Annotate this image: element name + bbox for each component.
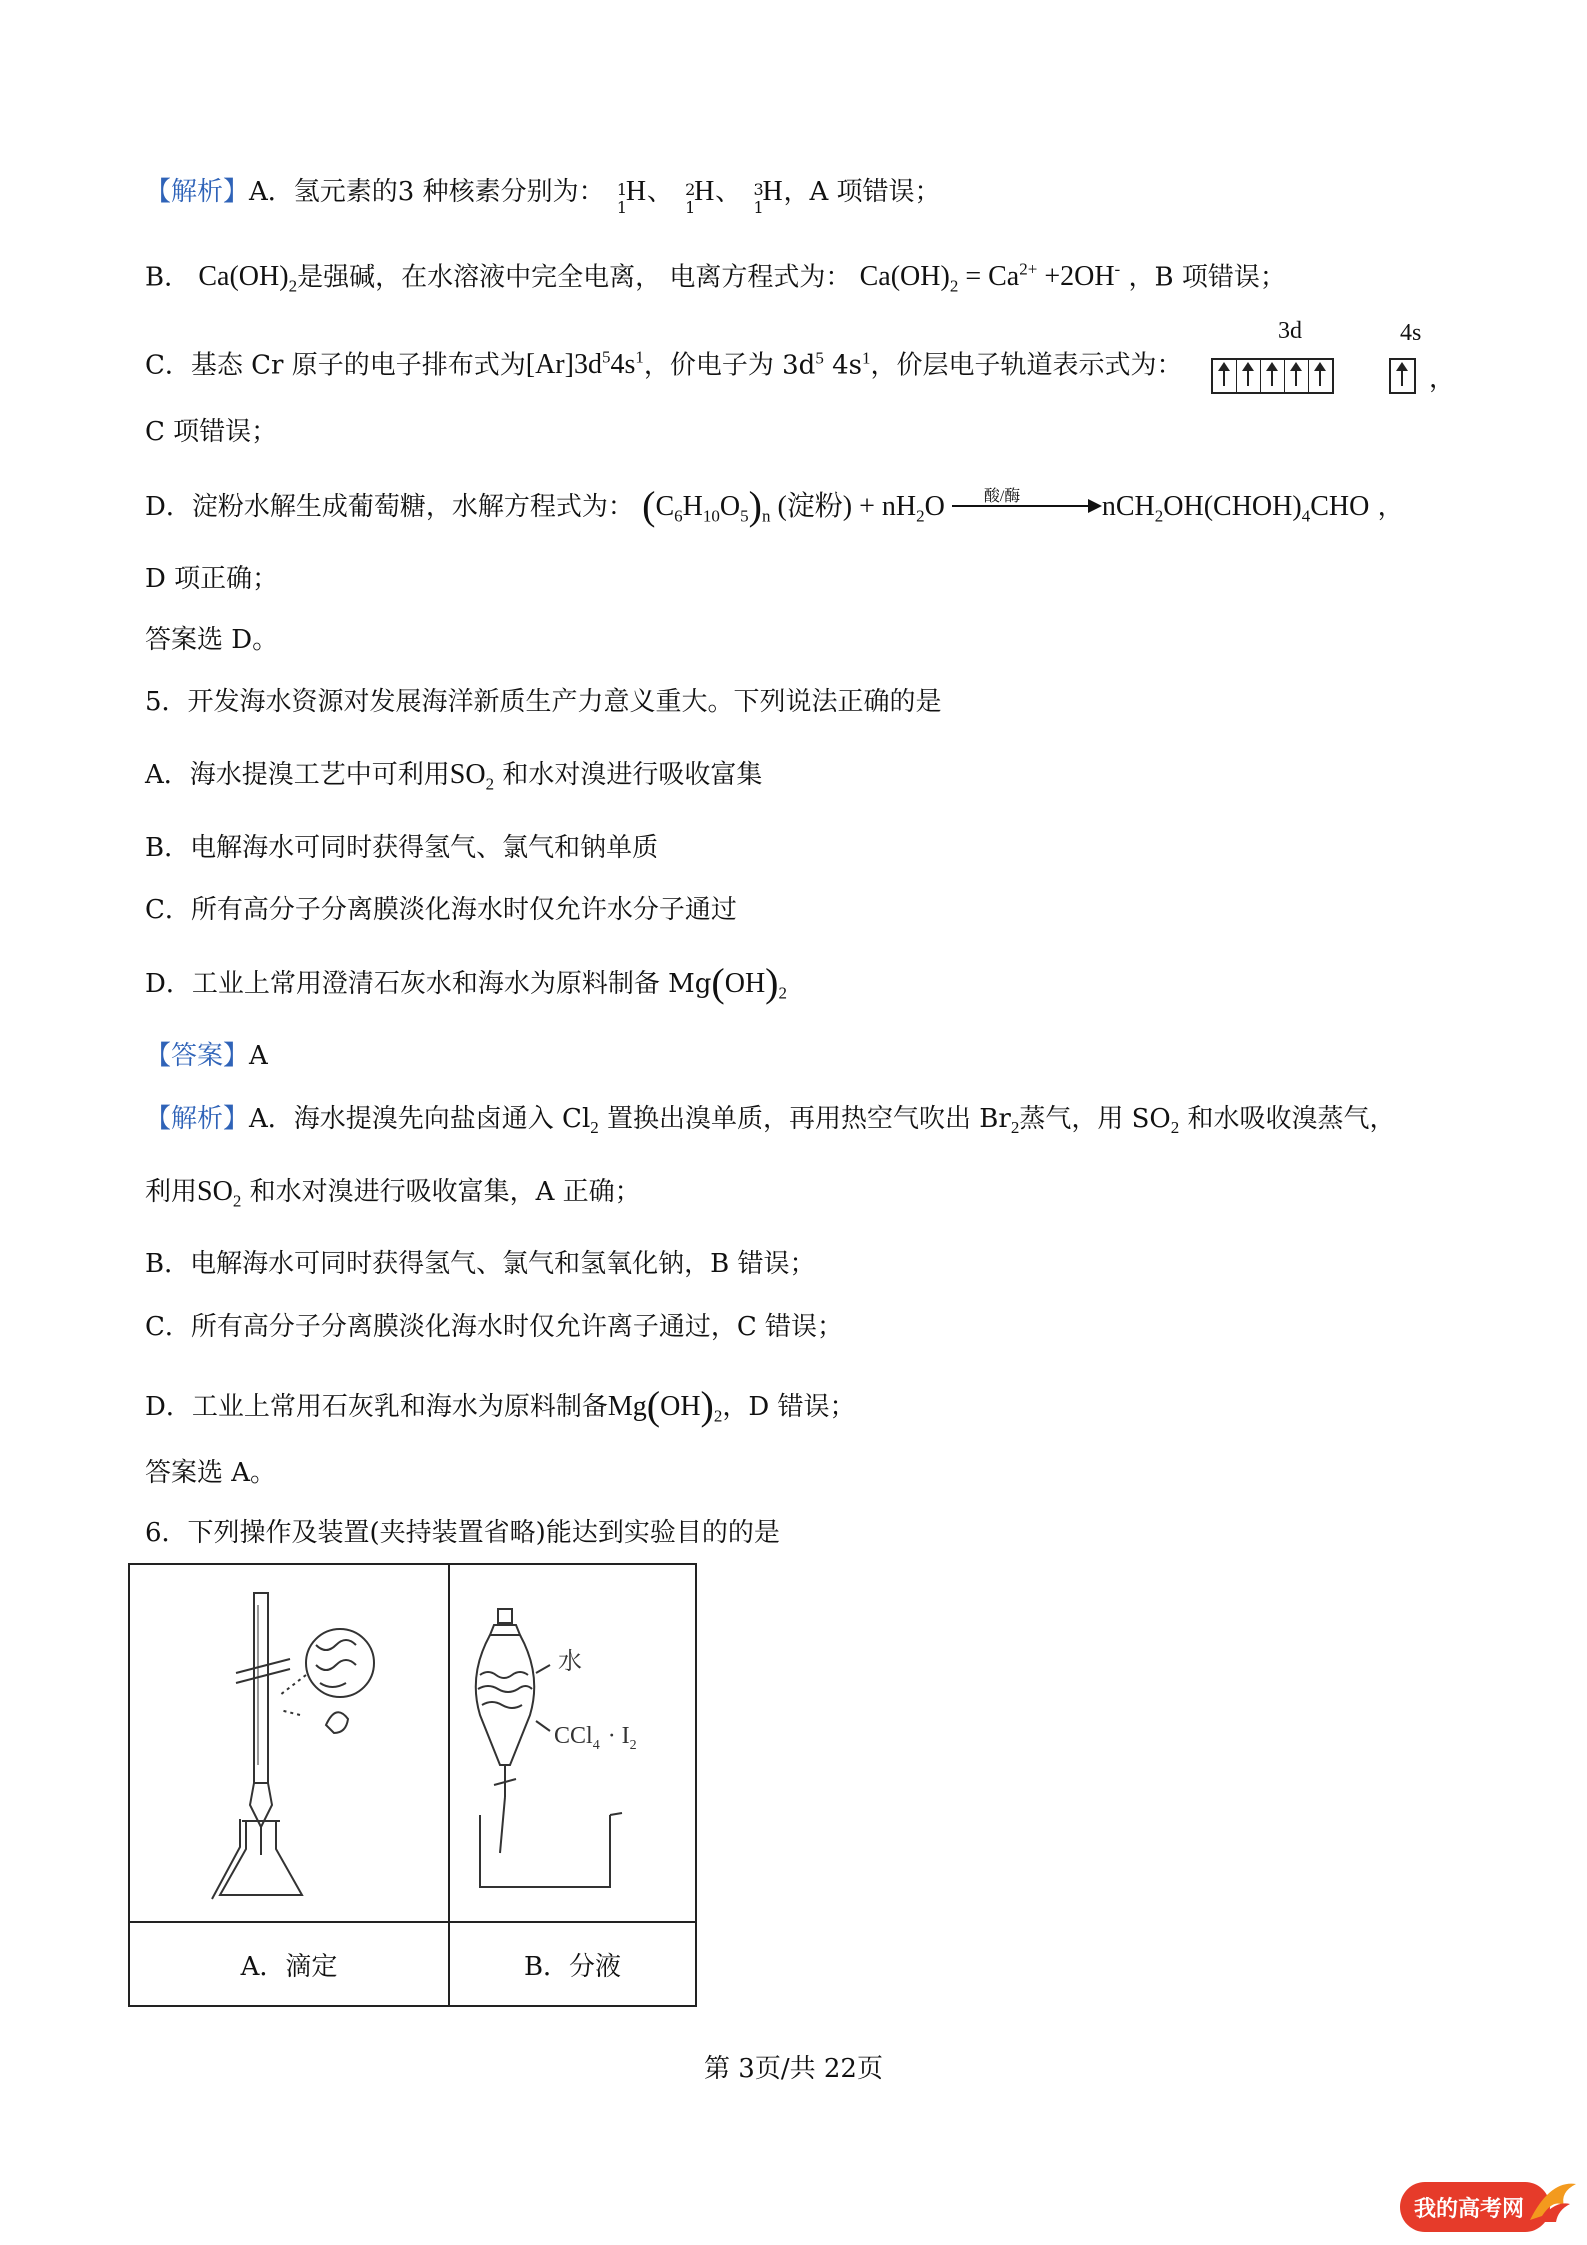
- isotope-h2: 2 1 H: [685, 176, 715, 217]
- analysis-tag: 【解析】: [145, 177, 250, 207]
- analysis-c-line: C．基态 Cr 原子的电子排布式为$[Ar]3d^54s^1$，价电子为 $3d^5$ $4s^1$，价层电子轨道表示式为：: [145, 348, 1183, 381]
- analysis-a-end: ，A 项错误；: [783, 177, 941, 207]
- analysis-d-line2: D 项正确；: [145, 564, 279, 594]
- analysis-c-line2: C 项错误；: [145, 417, 278, 447]
- q5-analysis-a: 【解析】A．海水提溴先向盐卤通入 $Cl_2$ 置换出溴单质，再用热空气吹出 $Br_2$蒸气，用 $SO_2$ 和水吸收溴蒸气，: [145, 1104, 1396, 1138]
- electron-config: $[Ar]3d^54s^1$: [525, 348, 644, 381]
- analysis-a-text: A．氢元素的3 种核素分别为：: [249, 177, 605, 207]
- analysis-a-line: 【解析】A．氢元素的3 种核素分别为： 1 1 H 、 2 1 H 、 3 1 H ，A 项错误；: [145, 176, 941, 217]
- titration-figure: [129, 1564, 449, 1922]
- orbital-diagram: 3d 4s ，: [1211, 318, 1441, 398]
- q5-analysis-answer: 答案选 A。: [145, 1458, 277, 1488]
- analysis-b-line: B． $Ca(OH)_2$是强碱，在水溶液中完全电离， 电离方程式为： $Ca(OH)_2 = Ca^{2+} +2OH^-$ ，B 项错误；: [145, 260, 1286, 296]
- orbital-4s-label: 4s: [1400, 320, 1422, 346]
- up-arrow-icon: [1309, 360, 1332, 392]
- q5-answer: 【答案】A: [145, 1041, 268, 1071]
- up-arrow-icon: [1213, 360, 1237, 392]
- q5-option-a: A．海水提溴工艺中可利用$SO_2$ 和水对溴进行吸收富集: [145, 759, 763, 794]
- up-arrow-icon: [1261, 360, 1285, 392]
- isotope-h1: 1 1 H: [616, 176, 647, 217]
- separatory-figure: [449, 1564, 696, 1922]
- isotope-h3: 3 1 H: [753, 176, 783, 217]
- q5-analysis-a2: 利用$SO_2$ 和水对溴进行吸收富集，A 正确；: [145, 1176, 641, 1211]
- q5-option-d: D．工业上常用澄清石灰水和海水为原料制备 $Mg(OH)_2$: [145, 960, 787, 1005]
- titration-apparatus-icon: [130, 1565, 448, 1917]
- label-ccl4: $CCl_4 \cdot I_2$: [554, 1723, 637, 1753]
- logo-text: 我的高考网: [1414, 2197, 1525, 2222]
- ionization-equation: $Ca(OH)_2 = Ca^{2+} +2OH^-$: [859, 260, 1121, 296]
- q5-analysis-c: C．所有高分子分离膜淡化海水时仅允许离子通过，C 错误；: [145, 1312, 844, 1342]
- q5-option-c: C．所有高分子分离膜淡化海水时仅允许水分子通过: [145, 895, 737, 925]
- formula-caoh2: $Ca(OH)_2$: [198, 261, 298, 296]
- caption-b: B．分液: [449, 1922, 696, 2006]
- apparatus-table: [128, 1563, 697, 2007]
- orbital-3d-boxes: [1211, 358, 1334, 394]
- site-logo[interactable]: [1400, 2170, 1582, 2240]
- q5-analysis-d: D．工业上常用石灰乳和海水为原料制备$Mg(OH)_2$，D 错误；: [145, 1383, 856, 1428]
- orbital-4s-box: [1389, 358, 1416, 394]
- reaction-arrow-icon: 酸/酶: [952, 489, 1102, 519]
- up-arrow-icon: [1391, 360, 1414, 392]
- label-water: 水: [558, 1647, 582, 1675]
- orbital-3d-label: 3d: [1278, 318, 1302, 344]
- q5-stem: 5．开发海水资源对发展海洋新质生产力意义重大。下列说法正确的是: [145, 687, 942, 717]
- analysis-d-line: D．淀粉水解生成葡萄糖，水解方程式为： $(C_6H_{10}O_5)_n$ (淀粉) + $nH_2O$ 酸/酶 $nCH_2OH(CHOH)_4CHO$ ，: [145, 483, 1404, 528]
- page-footer: 第 3页/共 22页: [704, 2054, 883, 2084]
- up-arrow-icon: [1285, 360, 1309, 392]
- q5-analysis-b: B．电解海水可同时获得氢气、氯气和氢氧化钠，B 错误；: [145, 1249, 816, 1279]
- hydrolysis-equation: $(C_6H_{10}O_5)_n$ (淀粉) + $nH_2O$ 酸/酶 $nCH_2OH(CHOH)_4CHO$: [642, 483, 1370, 528]
- caption-a: A．滴定: [129, 1922, 449, 2006]
- q5-option-b: B．电解海水可同时获得氢气、氯气和钠单质: [145, 833, 659, 863]
- up-arrow-icon: [1237, 360, 1261, 392]
- analysis-answer: 答案选 D。: [145, 625, 279, 655]
- separatory-funnel-icon: [450, 1565, 695, 1917]
- flame-icon: [1520, 2170, 1580, 2230]
- q6-stem: 6．下列操作及装置(夹持装置省略)能达到实验目的的是: [145, 1518, 780, 1548]
